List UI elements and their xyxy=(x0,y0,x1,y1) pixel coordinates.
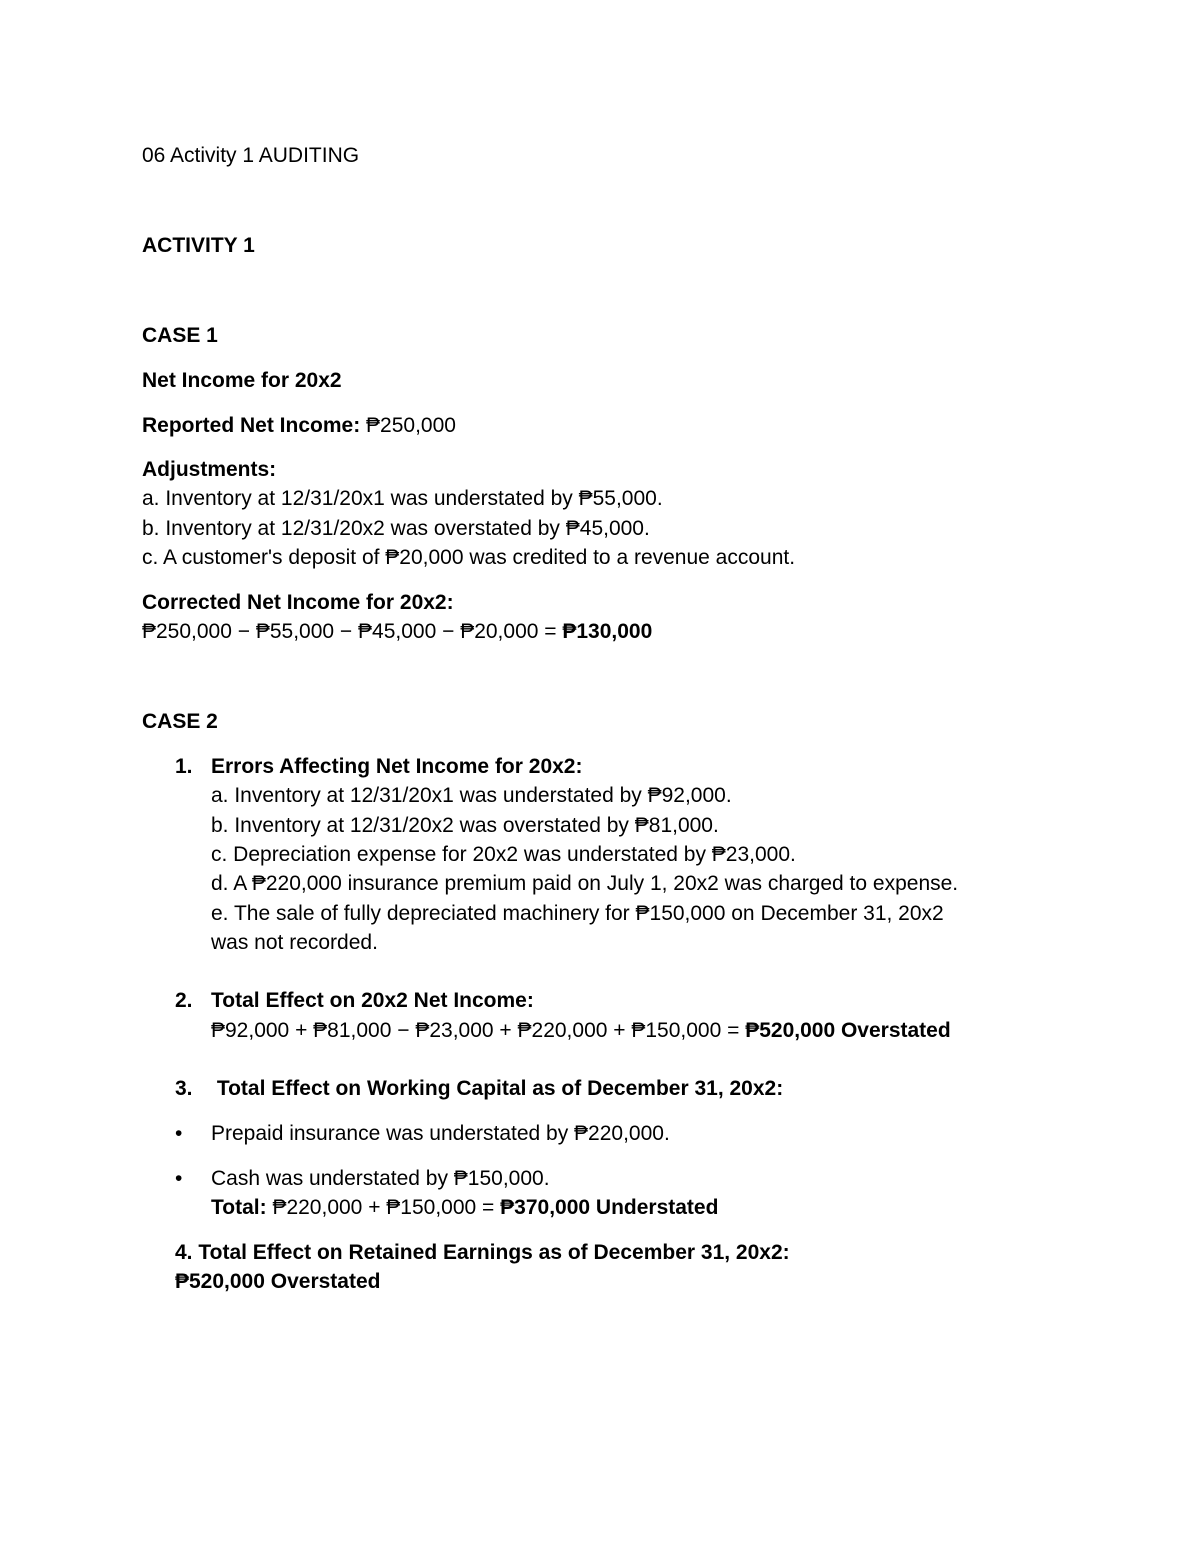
item3-total-result: ₱370,000 Understated xyxy=(500,1196,719,1219)
case1-corrected-label: Corrected Net Income for 20x2: xyxy=(142,591,454,614)
case1-adjustment-a: a. Inventory at 12/31/20x1 was understated by ₱55,000. xyxy=(142,487,663,510)
error-a: a. Inventory at 12/31/20x1 was understated by ₱92,000. xyxy=(211,784,732,807)
item3-total-label: Total: xyxy=(211,1196,267,1219)
case1-adjustment-b: b. Inventory at 12/31/20x2 was overstated by ₱45,000. xyxy=(142,517,650,540)
error-c: c. Depreciation expense for 20x2 was understated by ₱23,000. xyxy=(211,843,796,866)
error-b: b. Inventory at 12/31/20x2 was overstated by ₱81,000. xyxy=(211,814,719,837)
case1-subheading: Net Income for 20x2 xyxy=(142,369,342,392)
item2-formula xyxy=(211,1017,951,1045)
case1-heading: CASE 1 xyxy=(142,324,218,347)
case1-adjustment-c: c. A customer's deposit of ₱20,000 was credited to a revenue account. xyxy=(142,546,796,569)
reported-label: Reported Net Income: xyxy=(142,414,361,437)
error-e: e. The sale of fully depreciated machinery for ₱150,000 on December 31, 20x2 xyxy=(211,902,944,925)
item3-bullet-prepaid: Prepaid insurance was understated by ₱220,000. xyxy=(211,1122,670,1145)
bullet-icon: • xyxy=(175,1167,183,1190)
item3-total xyxy=(211,1194,718,1222)
item2-result: ₱520,000 Overstated xyxy=(745,1019,951,1042)
item3-bullet-cash: Cash was understated by ₱150,000. xyxy=(211,1167,550,1190)
item2-label: Total Effect on 20x2 Net Income: xyxy=(211,989,534,1012)
item1-number: 1. xyxy=(175,755,193,778)
item1-label: Errors Affecting Net Income for 20x2: xyxy=(211,755,583,778)
item3-total-formula: ₱220,000 + ₱150,000 = xyxy=(266,1196,501,1219)
item3-number: 3. xyxy=(175,1077,193,1100)
case1-reported-net-income xyxy=(142,412,456,440)
activity-title: ACTIVITY 1 xyxy=(142,234,255,257)
case2-heading: CASE 2 xyxy=(142,710,218,733)
case1-corrected-formula xyxy=(142,618,652,646)
corrected-result: ₱130,000 xyxy=(562,620,653,643)
bullet-icon: • xyxy=(175,1122,183,1145)
corrected-formula-text: ₱250,000 − ₱55,000 − ₱45,000 − ₱20,000 = xyxy=(142,620,563,643)
item4-result: ₱520,000 Overstated xyxy=(175,1270,381,1293)
error-d: d. A ₱220,000 insurance premium paid on July 1, 20x2 was charged to expense. xyxy=(211,872,959,895)
document-title: 06 Activity 1 AUDITING xyxy=(142,144,360,167)
case1-adjustments-label: Adjustments: xyxy=(142,458,277,481)
error-e-continued: was not recorded. xyxy=(211,931,378,954)
item3-label: Total Effect on Working Capital as of December 31, 20x2: xyxy=(211,1077,784,1100)
item2-number: 2. xyxy=(175,989,193,1012)
item4-label: 4. Total Effect on Retained Earnings as of December 31, 20x2: xyxy=(175,1241,790,1264)
item2-formula-text: ₱92,000 + ₱81,000 − ₱23,000 + ₱220,000 + ₱150,000 = xyxy=(211,1019,746,1042)
reported-value: ₱250,000 xyxy=(360,414,456,437)
